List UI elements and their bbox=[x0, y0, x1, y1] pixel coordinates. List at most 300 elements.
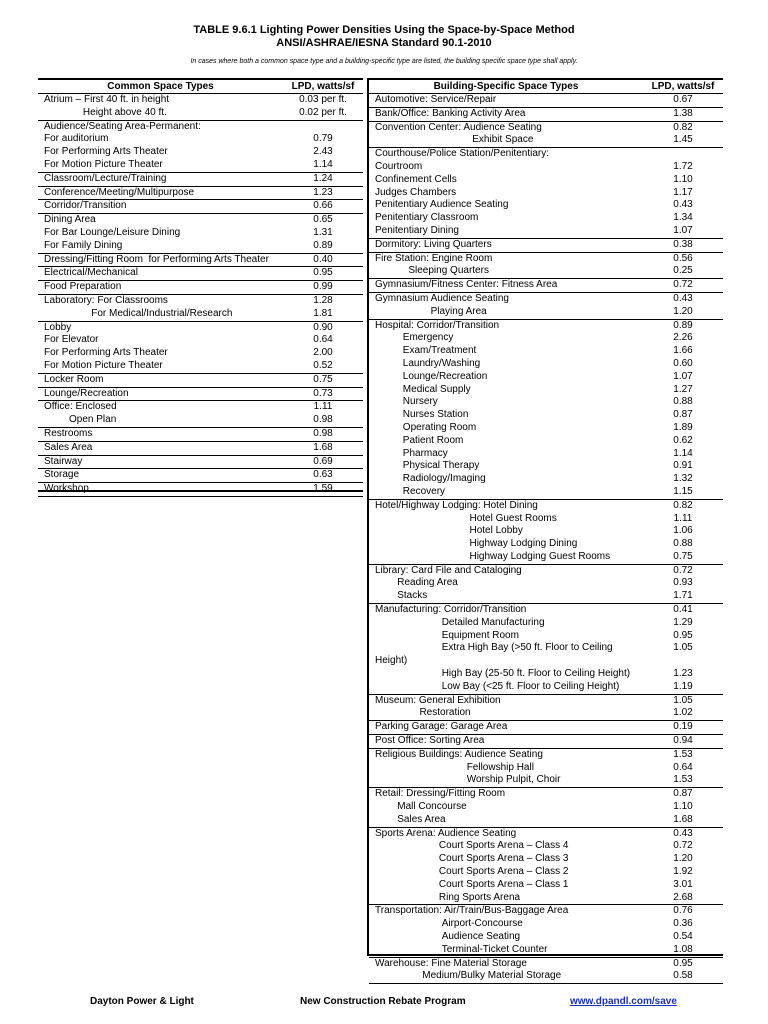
table-row bbox=[38, 173, 363, 186]
space-type-name: Hotel Lobby bbox=[375, 525, 523, 537]
row-group bbox=[38, 428, 363, 442]
space-type-name: Gymnasium Audience Seating bbox=[375, 292, 509, 304]
row-group bbox=[38, 456, 363, 470]
table-row bbox=[38, 254, 363, 267]
lpd-value: 0.19 bbox=[673, 721, 693, 733]
table-row bbox=[369, 749, 723, 762]
lpd-value: 0.36 bbox=[673, 918, 693, 930]
space-type-name: For auditorium bbox=[44, 133, 109, 145]
lpd-value: 0.69 bbox=[313, 455, 333, 467]
table-row bbox=[369, 538, 723, 551]
row-group bbox=[38, 94, 363, 121]
table-row bbox=[369, 513, 723, 526]
footer-link[interactable]: www.dpandl.com/save bbox=[570, 996, 677, 1007]
lpd-value: 1.53 bbox=[673, 774, 693, 786]
row-group bbox=[369, 148, 723, 239]
lpd-value: 0.43 bbox=[673, 199, 693, 211]
building-header-name: Building-Specific Space Types bbox=[433, 81, 579, 92]
table-row bbox=[369, 617, 723, 630]
table-row bbox=[369, 486, 723, 499]
table-row bbox=[38, 214, 363, 227]
lpd-value: 1.11 bbox=[313, 401, 333, 413]
table-row bbox=[369, 551, 723, 564]
table-row bbox=[38, 159, 363, 172]
table-row bbox=[369, 239, 723, 252]
lpd-value: 0.87 bbox=[673, 409, 693, 421]
lpd-value: 1.68 bbox=[673, 813, 693, 825]
row-group bbox=[369, 320, 723, 500]
table-row bbox=[369, 358, 723, 371]
table-row bbox=[38, 121, 363, 134]
table-row bbox=[38, 267, 363, 280]
space-type-name: Stacks bbox=[375, 590, 428, 602]
row-group bbox=[38, 469, 363, 483]
row-group bbox=[38, 267, 363, 281]
table-row bbox=[369, 293, 723, 306]
lpd-value bbox=[643, 148, 723, 161]
lpd-value: 0.02 per ft. bbox=[299, 106, 347, 118]
common-table-header bbox=[38, 80, 363, 94]
lpd-value: 1.89 bbox=[673, 421, 693, 433]
space-type-name: Sports Arena: Audience Seating bbox=[375, 827, 517, 839]
space-type-name: Highway Lodging Dining bbox=[375, 538, 578, 550]
lpd-value: 1.27 bbox=[673, 383, 693, 395]
space-type-name: Recovery bbox=[375, 485, 446, 497]
space-type-name: Laundry/Washing bbox=[375, 357, 481, 369]
space-type-name: Sales Area bbox=[44, 441, 93, 453]
lpd-value: 0.98 bbox=[313, 427, 333, 439]
table-row bbox=[38, 442, 363, 455]
lpd-value: 1.24 bbox=[313, 172, 333, 184]
space-type-name: Extra High Bay (>50 ft. Floor to Ceiling Height) bbox=[375, 642, 616, 667]
table-row bbox=[369, 345, 723, 358]
row-group bbox=[369, 122, 723, 149]
lpd-value: 0.25 bbox=[673, 265, 693, 277]
lpd-value: 0.54 bbox=[673, 931, 693, 942]
lpd-value: 2.26 bbox=[673, 332, 693, 344]
lpd-value: 0.43 bbox=[673, 827, 693, 839]
building-header-value: LPD, watts/sf bbox=[651, 81, 715, 92]
lpd-value: 0.82 bbox=[673, 499, 693, 511]
table-row bbox=[369, 879, 723, 892]
lpd-value: 0.90 bbox=[313, 321, 333, 333]
space-type-name: Convention Center: Audience Seating bbox=[375, 121, 542, 133]
space-type-name: Dormitory: Living Quarters bbox=[375, 238, 492, 250]
lpd-value: 0.56 bbox=[673, 252, 693, 264]
lpd-value: 0.94 bbox=[673, 735, 693, 747]
lpd-value: 0.73 bbox=[313, 387, 333, 399]
table-row bbox=[38, 240, 363, 253]
space-type-name: Bank/Office: Banking Activity Area bbox=[375, 107, 526, 119]
space-type-name: Transportation: Air/Train/Bus-Baggage Area bbox=[375, 905, 569, 917]
lpd-value: 0.82 bbox=[673, 121, 693, 133]
table-row bbox=[369, 905, 723, 918]
space-type-name: Workshop bbox=[44, 483, 89, 495]
space-type-name: Emergency bbox=[375, 332, 454, 344]
table-row bbox=[38, 456, 363, 469]
table-row bbox=[369, 320, 723, 333]
lpd-value: 0.87 bbox=[673, 788, 693, 800]
space-type-name: Nurses Station bbox=[375, 409, 469, 421]
lpd-value: 2.68 bbox=[673, 891, 693, 903]
table-row bbox=[369, 332, 723, 345]
table-row bbox=[38, 401, 363, 414]
table-row bbox=[369, 840, 723, 853]
lpd-value: 0.66 bbox=[313, 200, 333, 212]
lpd-value: 1.07 bbox=[673, 370, 693, 382]
lpd-value: 0.95 bbox=[673, 629, 693, 641]
space-type-name: Gymnasium/Fitness Center: Fitness Area bbox=[375, 279, 558, 291]
space-type-name: Corridor/Transition bbox=[44, 200, 127, 212]
table-row bbox=[369, 707, 723, 720]
lpd-value: 1.23 bbox=[313, 186, 333, 198]
table-row bbox=[369, 788, 723, 801]
lpd-value: 1.02 bbox=[673, 707, 693, 719]
table-row bbox=[369, 892, 723, 905]
row-group bbox=[369, 94, 723, 108]
space-type-name: Post Office: Sorting Area bbox=[375, 735, 485, 747]
table-row bbox=[369, 525, 723, 538]
table-row bbox=[369, 265, 723, 278]
table-row bbox=[369, 122, 723, 135]
lpd-value: 1.08 bbox=[673, 943, 693, 955]
table-row bbox=[38, 483, 363, 496]
table-row bbox=[369, 306, 723, 319]
common-space-table bbox=[38, 78, 363, 495]
space-type-name: Reading Area bbox=[375, 577, 458, 589]
space-type-name: For Medical/Industrial/Research bbox=[44, 307, 233, 319]
table-row bbox=[38, 295, 363, 308]
lpd-value: 1.28 bbox=[313, 294, 333, 306]
table-row bbox=[369, 225, 723, 238]
lpd-value: 0.79 bbox=[313, 133, 333, 145]
space-type-name: For Family Dining bbox=[44, 239, 123, 251]
space-type-name: Terminal-Ticket Counter bbox=[375, 943, 548, 955]
lpd-value: 0.67 bbox=[673, 94, 693, 105]
space-type-name: Playing Area bbox=[375, 305, 487, 317]
lpd-value: 1.53 bbox=[673, 748, 693, 760]
row-group bbox=[38, 200, 363, 214]
table-row bbox=[38, 200, 363, 213]
lpd-value: 0.38 bbox=[673, 238, 693, 250]
space-type-name: Parking Garage: Garage Area bbox=[375, 721, 508, 733]
space-type-name: Dressing/Fitting Room for Performing Arts Theater bbox=[44, 253, 269, 265]
lpd-value: 1.10 bbox=[673, 173, 693, 185]
space-type-name: Exhibit Space bbox=[375, 134, 534, 146]
lpd-value: 1.10 bbox=[673, 801, 693, 813]
space-type-name: Office: Enclosed bbox=[44, 401, 117, 413]
lpd-value: 0.72 bbox=[673, 840, 693, 852]
table-row bbox=[369, 642, 723, 668]
space-type-name: Patient Room bbox=[375, 434, 464, 446]
space-type-name: Court Sports Arena – Class 2 bbox=[375, 866, 569, 878]
space-type-name: Hospital: Corridor/Transition bbox=[375, 319, 500, 331]
building-table-header bbox=[369, 80, 723, 94]
common-table-body bbox=[38, 94, 363, 497]
row-group bbox=[369, 735, 723, 749]
lpd-value: 1.71 bbox=[673, 590, 693, 602]
lpd-value: 1.17 bbox=[673, 186, 693, 198]
space-type-name: Lounge/Recreation bbox=[375, 370, 488, 382]
space-type-name: Low Bay (<25 ft. Floor to Ceiling Height) bbox=[375, 680, 620, 692]
table-row bbox=[369, 577, 723, 590]
lpd-value: 0.62 bbox=[673, 434, 693, 446]
table-row bbox=[38, 388, 363, 401]
lpd-value: 1.32 bbox=[673, 473, 693, 485]
lpd-value: 1.20 bbox=[673, 305, 693, 317]
space-type-name: Sales Area bbox=[375, 813, 446, 825]
space-type-name: For Elevator bbox=[44, 334, 99, 346]
table-row bbox=[38, 428, 363, 441]
space-type-name: Sleeping Quarters bbox=[375, 265, 489, 277]
lpd-value: 0.65 bbox=[313, 214, 333, 226]
table-row bbox=[38, 334, 363, 347]
table-row bbox=[369, 721, 723, 734]
space-type-name: For Motion Picture Theater bbox=[44, 158, 163, 170]
table-row bbox=[369, 958, 723, 971]
row-group bbox=[38, 388, 363, 402]
lpd-value: 1.68 bbox=[313, 441, 333, 453]
lpd-value: 0.91 bbox=[673, 460, 693, 472]
space-type-name: Electrical/Mechanical bbox=[44, 267, 138, 279]
lpd-value: 1.29 bbox=[673, 616, 693, 628]
lpd-value: 1.66 bbox=[673, 345, 693, 357]
table-row bbox=[38, 308, 363, 321]
space-type-name: Operating Room bbox=[375, 421, 477, 433]
space-type-name: Court Sports Arena – Class 4 bbox=[375, 840, 569, 852]
space-type-name: Height above 40 ft. bbox=[44, 106, 167, 118]
space-type-name: Court Sports Arena – Class 1 bbox=[375, 878, 569, 890]
space-type-name: For Bar Lounge/Leisure Dining bbox=[44, 226, 181, 238]
space-type-name: Storage bbox=[44, 469, 80, 481]
table-row bbox=[369, 94, 723, 107]
table-row bbox=[369, 681, 723, 694]
row-group bbox=[369, 905, 723, 957]
page-title bbox=[0, 24, 768, 50]
lpd-value: 0.60 bbox=[673, 357, 693, 369]
space-type-name: Nursery bbox=[375, 396, 438, 408]
lpd-value: 1.05 bbox=[673, 694, 693, 706]
lpd-value: 0.41 bbox=[673, 604, 693, 616]
table-row bbox=[369, 500, 723, 513]
table-row bbox=[38, 187, 363, 200]
row-group bbox=[369, 565, 723, 604]
lpd-value: 2.00 bbox=[313, 347, 333, 359]
footer-company: Dayton Power & Light bbox=[90, 996, 194, 1007]
space-type-name: Courtroom bbox=[375, 160, 423, 172]
table-row bbox=[369, 473, 723, 486]
row-group bbox=[38, 295, 363, 322]
common-header-value: LPD, watts/sf bbox=[291, 81, 355, 92]
lpd-value: 1.81 bbox=[313, 307, 333, 319]
table-row bbox=[369, 253, 723, 266]
lpd-value: 0.88 bbox=[673, 538, 693, 550]
space-type-name: Audience Seating bbox=[375, 931, 521, 942]
table-row bbox=[369, 409, 723, 422]
table-row bbox=[369, 918, 723, 931]
table-row bbox=[369, 970, 723, 983]
row-group bbox=[38, 374, 363, 388]
row-group bbox=[369, 695, 723, 722]
table-row bbox=[369, 668, 723, 681]
table-row bbox=[369, 187, 723, 200]
lpd-value: 0.95 bbox=[313, 267, 333, 279]
footer-program: New Construction Rebate Program bbox=[300, 996, 466, 1007]
table-row bbox=[369, 384, 723, 397]
space-type-name: Religious Buildings: Audience Seating bbox=[375, 748, 543, 760]
table-row bbox=[369, 944, 723, 957]
table-row bbox=[38, 322, 363, 335]
space-type-name: Penitentiary Audience Seating bbox=[375, 199, 509, 211]
lpd-value: 1.20 bbox=[673, 853, 693, 865]
lpd-value: 1.59 bbox=[313, 483, 333, 495]
space-type-name: Confinement Cells bbox=[375, 173, 457, 185]
space-type-name: Ring Sports Arena bbox=[375, 891, 521, 903]
table-row bbox=[369, 161, 723, 174]
lpd-value: 1.06 bbox=[673, 525, 693, 537]
table-row bbox=[369, 695, 723, 708]
table-row bbox=[369, 590, 723, 603]
row-group bbox=[38, 401, 363, 428]
space-type-name: Restrooms bbox=[44, 427, 93, 439]
lpd-value: 1.07 bbox=[673, 224, 693, 236]
table-row bbox=[38, 94, 363, 107]
lpd-value: 1.34 bbox=[673, 212, 693, 224]
table-row bbox=[369, 565, 723, 578]
row-group bbox=[369, 721, 723, 735]
space-type-name: High Bay (25-50 ft. Floor to Ceiling Height) bbox=[375, 668, 631, 680]
lpd-value: 1.38 bbox=[673, 107, 693, 119]
space-type-name: Hotel/Highway Lodging: Hotel Dining bbox=[375, 499, 538, 511]
lpd-value: 1.14 bbox=[673, 447, 693, 459]
table-note: In cases where both a common space type and a building-specific type are listed, the building specific space type shall apply. bbox=[190, 58, 578, 65]
space-type-name: Warehouse: Fine Material Storage bbox=[375, 957, 527, 969]
row-group bbox=[38, 281, 363, 295]
space-type-name: For Performing Arts Theater bbox=[44, 146, 168, 158]
lpd-value: 0.64 bbox=[673, 761, 693, 773]
row-group bbox=[369, 788, 723, 827]
row-group bbox=[38, 214, 363, 253]
space-type-name: Mall Concourse bbox=[375, 801, 467, 813]
space-type-name: Pharmacy bbox=[375, 447, 448, 459]
table-row bbox=[369, 396, 723, 409]
table-row bbox=[369, 212, 723, 225]
space-type-name: Locker Room bbox=[44, 373, 104, 385]
row-group bbox=[369, 604, 723, 695]
table-row bbox=[369, 422, 723, 435]
space-type-name: Dining Area bbox=[44, 214, 96, 226]
space-type-name: Penitentiary Dining bbox=[375, 224, 459, 236]
space-type-name: Food Preparation bbox=[44, 281, 122, 293]
space-type-name: Library: Card File and Cataloging bbox=[375, 564, 522, 576]
row-group bbox=[369, 108, 723, 122]
space-type-name: Physical Therapy bbox=[375, 460, 480, 472]
table-row bbox=[369, 460, 723, 473]
lpd-value: 1.14 bbox=[313, 158, 333, 170]
space-type-name: Classroom/Lecture/Training bbox=[44, 172, 167, 184]
lpd-value: 0.72 bbox=[673, 279, 693, 291]
table-row bbox=[369, 199, 723, 212]
lpd-value: 1.05 bbox=[673, 642, 693, 654]
space-type-name: Medical Supply bbox=[375, 383, 471, 395]
row-group bbox=[38, 254, 363, 268]
table-row bbox=[369, 279, 723, 292]
space-type-name: Detailed Manufacturing bbox=[375, 616, 545, 628]
space-type-name: Airport-Concourse bbox=[375, 918, 523, 930]
space-type-name: Fellowship Hall bbox=[375, 761, 534, 773]
table-row bbox=[369, 774, 723, 787]
lpd-value: 0.75 bbox=[313, 373, 333, 385]
table-row bbox=[38, 347, 363, 360]
space-type-name: Open Plan bbox=[44, 414, 117, 426]
row-group bbox=[38, 322, 363, 374]
row-group bbox=[38, 483, 363, 497]
lpd-value: 0.75 bbox=[673, 550, 693, 562]
space-type-name: Manufacturing: Corridor/Transition bbox=[375, 604, 527, 616]
table-row bbox=[38, 281, 363, 294]
table-row bbox=[369, 735, 723, 748]
common-header-name: Common Space Types bbox=[107, 81, 214, 92]
space-type-name: Lounge/Recreation bbox=[44, 387, 129, 399]
space-type-name: Exam/Treatment bbox=[375, 345, 477, 357]
table-row bbox=[38, 414, 363, 427]
lpd-value: 1.23 bbox=[673, 668, 693, 680]
lpd-value: 1.45 bbox=[673, 134, 693, 146]
row-group bbox=[369, 749, 723, 788]
table-row bbox=[369, 108, 723, 121]
space-type-name: For Motion Picture Theater bbox=[44, 359, 163, 371]
lpd-value: 0.98 bbox=[313, 414, 333, 426]
space-type-name: Restoration bbox=[375, 707, 471, 719]
lpd-value: 0.64 bbox=[313, 334, 333, 346]
table-row bbox=[369, 435, 723, 448]
lpd-value: 0.89 bbox=[313, 239, 333, 251]
space-type-name: Hotel Guest Rooms bbox=[375, 512, 557, 524]
table-row bbox=[369, 866, 723, 879]
lpd-value: 0.89 bbox=[673, 319, 693, 331]
row-group bbox=[369, 500, 723, 565]
table-row bbox=[369, 174, 723, 187]
building-table-body bbox=[369, 94, 723, 984]
space-type-name: Medium/Bulky Material Storage bbox=[375, 970, 562, 982]
table-row bbox=[38, 374, 363, 387]
lpd-value: 1.72 bbox=[673, 160, 693, 172]
row-group bbox=[369, 279, 723, 293]
table-row bbox=[369, 448, 723, 461]
table-row bbox=[38, 227, 363, 240]
space-type-name: Museum: General Exhibition bbox=[375, 694, 501, 706]
lpd-value: 2.43 bbox=[313, 146, 333, 158]
lpd-value: 1.19 bbox=[673, 680, 693, 692]
row-group bbox=[38, 173, 363, 187]
table-row bbox=[369, 604, 723, 617]
lpd-value: 0.72 bbox=[673, 564, 693, 576]
table-row bbox=[369, 134, 723, 147]
space-type-name: Laboratory: For Classrooms bbox=[44, 294, 168, 306]
space-type-name: Atrium – First 40 ft. in height bbox=[44, 94, 170, 105]
space-type-name: Court Sports Arena – Class 3 bbox=[375, 853, 569, 865]
building-space-table bbox=[367, 78, 723, 982]
table-row bbox=[369, 371, 723, 384]
space-type-name: Fire Station: Engine Room bbox=[375, 252, 493, 264]
row-group bbox=[369, 958, 723, 985]
space-type-name: Penitentiary Classroom bbox=[375, 212, 479, 224]
table-row bbox=[369, 853, 723, 866]
row-group bbox=[369, 828, 723, 906]
lpd-value: 0.40 bbox=[313, 253, 333, 265]
row-group bbox=[369, 253, 723, 280]
table-row bbox=[369, 814, 723, 827]
